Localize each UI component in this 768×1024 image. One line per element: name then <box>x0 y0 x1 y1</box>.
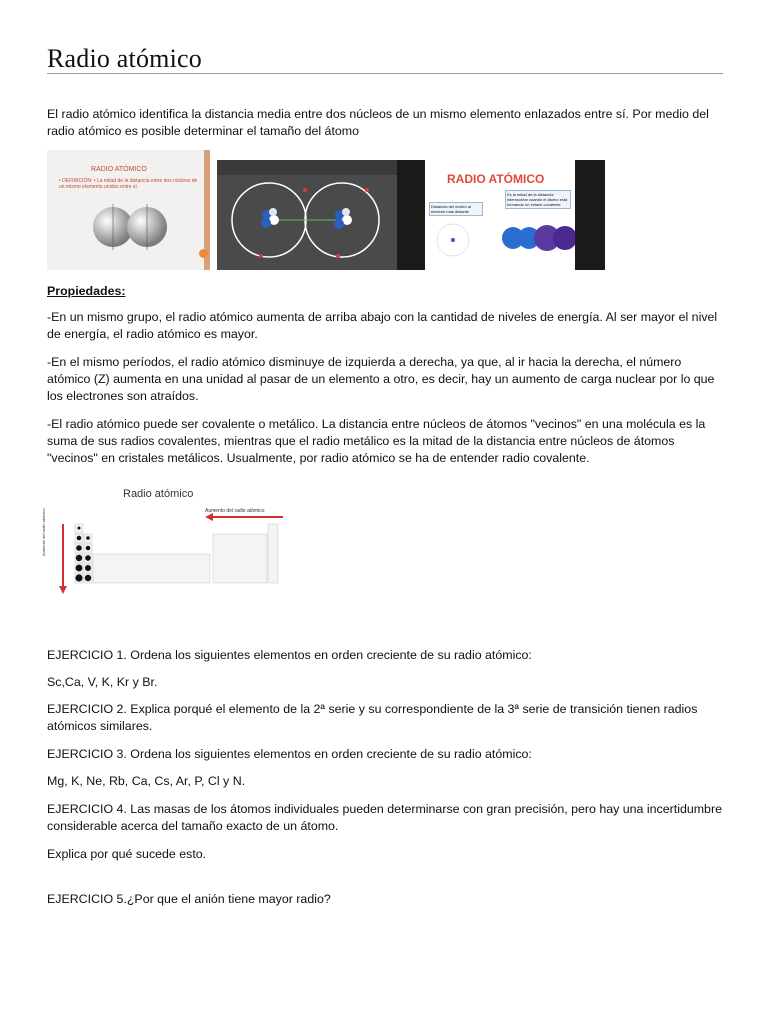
orange-dot <box>199 249 208 258</box>
slide4-left-caption: Distancia del núcleo al electrón más distante <box>429 202 483 216</box>
page-title: Radio atómico <box>47 44 202 73</box>
orbit-illustration <box>217 160 397 270</box>
exercise-1: EJERCICIO 1. Ordena los siguientes elementos en orden creciente de su radio atómico: <box>47 648 532 662</box>
exercise-5: EJERCICIO 5.¿Por que el anión tiene mayor radio? <box>47 892 331 906</box>
ptable-title: Radio atómico <box>123 488 194 500</box>
two-atoms-illustration <box>85 202 175 252</box>
slide-radius-types <box>425 160 575 270</box>
exercise-3: EJERCICIO 3. Ordena los siguientes elementos en orden creciente de su radio atómico: <box>47 747 532 761</box>
property-3: -El radio atómico puede ser covalente o metálico. La distancia entre núcleos de átomos "vecinos" en una molécula es la suma de sus radios covalentes, mientras que el radio metálico es la mitad de la distancia entre núcleos de átomos "vecinos" en cristales metálicos. Usualmente, por radio atómico se ha de entender radio covalente. <box>47 417 706 465</box>
periodic-table-illustration <box>47 484 287 596</box>
atomic-radius-images <box>47 150 607 272</box>
radius-types-illustration <box>425 160 575 270</box>
slide4-right-caption: Es la mitad de la distancia internuclear cuando el átomo está formando un enlace covalente <box>505 190 571 209</box>
property-1: -En un mismo grupo, el radio atómico aumenta de arriba abajo con la cantidad de niveles de energía. Al ser mayor el nivel de energía, el radio atómico es mayor. <box>47 310 718 341</box>
properties-heading: Propiedades: <box>47 284 126 298</box>
property-2: -En el mismo períodos, el radio atómico disminuye de izquierda a derecha, ya que, al ir hacia la derecha, el número atómico (Z) aumenta en una unidad al pasar de un elemento a otro, es decir, hay un aumento de carga nuclear por lo que los electrones son atraídos. <box>47 355 715 403</box>
intro-paragraph: El radio atómico identifica la distancia media entre dos núcleos de un mismo elemento enlazados entre sí. Por medio del radio atómico es posible determinar el tamaño del átomo <box>47 107 709 138</box>
title-rule <box>47 73 723 74</box>
slide1-text: • DEFINICIÓN: • La mitad de la distancia entre dos núcleos de un mismo elemento unidos entre sí. <box>59 178 198 190</box>
slide-definition <box>47 150 210 270</box>
exercise-4: EJERCICIO 4. Las masas de los átomos individuales pueden determinarse con gran precisión, pero hay una incertidumbre considerable acerca del tamaño exacto de un átomo. <box>47 802 722 833</box>
exercise-2: EJERCICIO 2. Explica porqué el elemento de la 2ª serie y su correspondiente de la 3ª serie de transición tienen radios atómicos similares. <box>47 702 698 733</box>
ptable-arrow-label: Aumento del radio atómico <box>205 508 265 514</box>
black-separator-left <box>397 160 425 270</box>
slide1-title: RADIO ATÓMICO <box>91 166 147 173</box>
black-separator-right <box>575 160 605 270</box>
periodic-table-image <box>41 484 287 596</box>
exercise-4-question: Explica por qué sucede esto. <box>47 847 207 861</box>
exercise-1-list: Sc,Ca, V, K, Kr y Br. <box>47 675 158 689</box>
exercise-3-list: Mg, K, Ne, Rb, Ca, Cs, Ar, P, Cl y N. <box>47 774 246 788</box>
ptable-vertical-label: Aumento del radio atómico <box>41 508 46 556</box>
slide-orbits <box>217 160 397 270</box>
slide4-title: RADIO ATÓMICO <box>447 172 545 186</box>
